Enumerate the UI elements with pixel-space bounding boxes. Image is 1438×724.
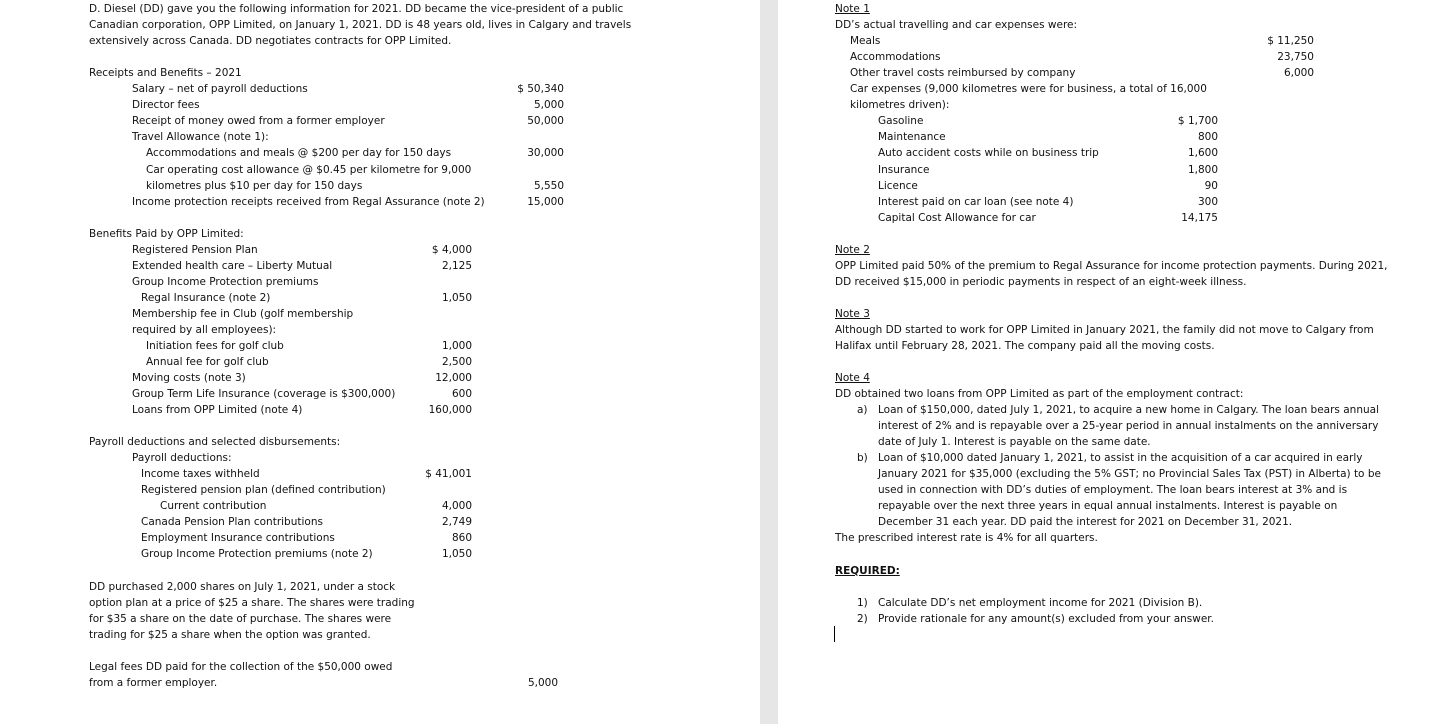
receipts-heading: Receipts and Benefits – 2021 — [89, 67, 242, 79]
receipt-amount: 15,000 — [527, 196, 564, 208]
car-expense-intro: Car expenses (9,000 kilometres were for business, a total of 16,000 — [850, 83, 1207, 95]
benefit-amount: 2,125 — [441, 260, 472, 272]
note2-line: DD received $15,000 in periodic payments in respect of an eight-week illness. — [835, 276, 1247, 288]
payroll-label: Registered pension plan (defined contribution) — [141, 484, 386, 496]
benefit-label: Annual fee for golf club — [146, 356, 269, 368]
car-expense-amount: 90 — [1204, 180, 1218, 192]
legal-fees-amount: 5,000 — [527, 677, 558, 689]
benefit-amount: 1,050 — [441, 292, 472, 304]
benefit-label: Regal Insurance (note 2) — [141, 292, 271, 304]
payroll-amount: 1,050 — [441, 548, 472, 560]
intro-line: Canadian corporation, OPP Limited, on January 1, 2021. DD is 48 years old, lives in Calgary and travels — [89, 19, 632, 31]
car-expense-label: Gasoline — [878, 115, 924, 127]
required-marker: 2) — [857, 613, 868, 625]
benefit-label: required by all employees): — [132, 324, 277, 336]
car-expense-amount: $ 1,700 — [1177, 115, 1218, 127]
car-expense-amount: 1,800 — [1187, 164, 1218, 176]
note3-line: Halifax until February 28, 2021. The company paid all the moving costs. — [835, 340, 1215, 352]
receipt-label: kilometres plus $10 per day for 150 days — [146, 180, 363, 192]
note4-closing: The prescribed interest rate is 4% for all quarters. — [835, 532, 1098, 544]
receipt-label: Travel Allowance (note 1): — [132, 131, 269, 143]
receipt-label: Car operating cost allowance @ $0.45 per kilometre for 9,000 — [146, 164, 472, 176]
benefit-amount: 12,000 — [435, 372, 472, 384]
expense-label: Accommodations — [850, 51, 941, 63]
payroll-subheading: Payroll deductions: — [132, 452, 232, 464]
note4-title: Note 4 — [835, 372, 870, 384]
benefit-label: Registered Pension Plan — [132, 244, 258, 256]
receipt-label: Salary – net of payroll deductions — [132, 83, 308, 95]
note3-line: Although DD started to work for OPP Limited in January 2021, the family did not move to Calgary from — [835, 324, 1374, 336]
benefit-label: Moving costs (note 3) — [132, 372, 246, 384]
payroll-label: Canada Pension Plan contributions — [141, 516, 323, 528]
note4-marker-b: b) — [857, 452, 868, 464]
note1-intro: DD’s actual travelling and car expenses were: — [835, 19, 1078, 31]
note3-title: Note 3 — [835, 308, 870, 320]
car-expense-amount: 300 — [1197, 196, 1218, 208]
note4-b-line: Loan of $10,000 dated January 1, 2021, to assist in the acquisition of a car acquired in early — [878, 452, 1363, 464]
required-heading: REQUIRED: — [835, 565, 900, 577]
text-cursor[interactable] — [834, 626, 835, 642]
note4-marker-a: a) — [857, 404, 868, 416]
legal-fees-line: from a former employer. — [89, 677, 218, 689]
receipt-amount: 50,000 — [527, 115, 564, 127]
car-expense-amount: 800 — [1197, 131, 1218, 143]
payroll-amount: $ 41,001 — [425, 468, 472, 480]
payroll-amount: 860 — [451, 532, 472, 544]
car-expense-label: Auto accident costs while on business trip — [878, 147, 1099, 159]
receipt-label: Director fees — [132, 99, 200, 111]
receipt-label: Income protection receipts received from Regal Assurance (note 2) — [132, 196, 485, 208]
payroll-label: Group Income Protection premiums (note 2) — [141, 548, 373, 560]
stock-option-line: option plan at a price of $25 a share. The shares were trading — [89, 597, 415, 609]
intro-line: extensively across Canada. DD negotiates contracts for OPP Limited. — [89, 35, 452, 47]
receipt-amount: 30,000 — [527, 147, 564, 159]
benefit-label: Loans from OPP Limited (note 4) — [132, 404, 303, 416]
note4-a-line: interest of 2% and is repayable over a 25-year period in annual instalments on the anniversary — [878, 420, 1379, 432]
car-expense-label: Licence — [878, 180, 918, 192]
receipt-label: Receipt of money owed from a former employer — [132, 115, 385, 127]
receipt-label: Accommodations and meals @ $200 per day for 150 days — [146, 147, 452, 159]
benefit-label: Membership fee in Club (golf membership — [132, 308, 354, 320]
legal-fees-line: Legal fees DD paid for the collection of the $50,000 owed — [89, 661, 393, 673]
required-item: Calculate DD’s net employment income for 2021 (Division B). — [878, 597, 1203, 609]
expense-label: Other travel costs reimbursed by company — [850, 67, 1076, 79]
benefit-label: Initiation fees for golf club — [146, 340, 284, 352]
payroll-amount: 4,000 — [441, 500, 472, 512]
receipt-amount: $ 50,340 — [517, 83, 564, 95]
car-expense-amount: 14,175 — [1181, 212, 1218, 224]
payroll-label: Income taxes withheld — [141, 468, 260, 480]
note4-intro: DD obtained two loans from OPP Limited as part of the employment contract: — [835, 388, 1244, 400]
car-expense-label: Capital Cost Allowance for car — [878, 212, 1036, 224]
benefit-label: Extended health care – Liberty Mutual — [132, 260, 333, 272]
receipt-amount: 5,550 — [533, 180, 564, 192]
benefit-amount: 160,000 — [428, 404, 472, 416]
payroll-amount: 2,749 — [441, 516, 472, 528]
intro-line: D. Diesel (DD) gave you the following information for 2021. DD became the vice-president of a public — [89, 3, 624, 15]
required-item: Provide rationale for any amount(s) excluded from your answer. — [878, 613, 1214, 625]
benefit-amount: 600 — [451, 388, 472, 400]
receipt-amount: 5,000 — [533, 99, 564, 111]
note4-b-line: December 31 each year. DD paid the interest for 2021 on December 31, 2021. — [878, 516, 1293, 528]
benefit-label: Group Income Protection premiums — [132, 276, 319, 288]
note4-b-line: used in connection with DD’s duties of employment. The loan bears interest at 3% and is — [878, 484, 1348, 496]
benefit-amount: 1,000 — [441, 340, 472, 352]
payroll-label: Current contribution — [160, 500, 267, 512]
note2-title: Note 2 — [835, 244, 870, 256]
benefit-amount: $ 4,000 — [431, 244, 472, 256]
expense-amount: $ 11,250 — [1267, 35, 1314, 47]
car-expense-label: Maintenance — [878, 131, 946, 143]
expense-label: Meals — [850, 35, 881, 47]
car-expense-label: Insurance — [878, 164, 930, 176]
stock-option-line: for $35 a share on the date of purchase. The shares were — [89, 613, 392, 625]
benefit-label: Group Term Life Insurance (coverage is $300,000) — [132, 388, 396, 400]
car-expense-amount: 1,600 — [1187, 147, 1218, 159]
note4-b-line: repayable over the next three years in equal annual instalments. Interest is payable on — [878, 500, 1338, 512]
note1-title: Note 1 — [835, 3, 870, 15]
benefits-heading: Benefits Paid by OPP Limited: — [89, 228, 244, 240]
payroll-label: Employment Insurance contributions — [141, 532, 335, 544]
note4-b-line: January 2021 for $35,000 (excluding the 5% GST; no Provincial Sales Tax (PST) in Alberta) to be — [878, 468, 1381, 480]
benefit-amount: 2,500 — [441, 356, 472, 368]
required-marker: 1) — [857, 597, 868, 609]
car-expense-label: Interest paid on car loan (see note 4) — [878, 196, 1074, 208]
payroll-heading: Payroll deductions and selected disbursements: — [89, 436, 341, 448]
stock-option-line: DD purchased 2,000 shares on July 1, 2021, under a stock — [89, 581, 396, 593]
note2-line: OPP Limited paid 50% of the premium to Regal Assurance for income protection payments. During 2021, — [835, 260, 1388, 272]
expense-amount: 6,000 — [1283, 67, 1314, 79]
stock-option-line: trading for $25 a share when the option was granted. — [89, 629, 371, 641]
note4-a-line: Loan of $150,000, dated July 1, 2021, to acquire a new home in Calgary. The loan bears annual — [878, 404, 1379, 416]
car-expense-intro: kilometres driven): — [850, 99, 950, 111]
expense-amount: 23,750 — [1277, 51, 1314, 63]
note4-a-line: date of July 1. Interest is payable on the same date. — [878, 436, 1151, 448]
